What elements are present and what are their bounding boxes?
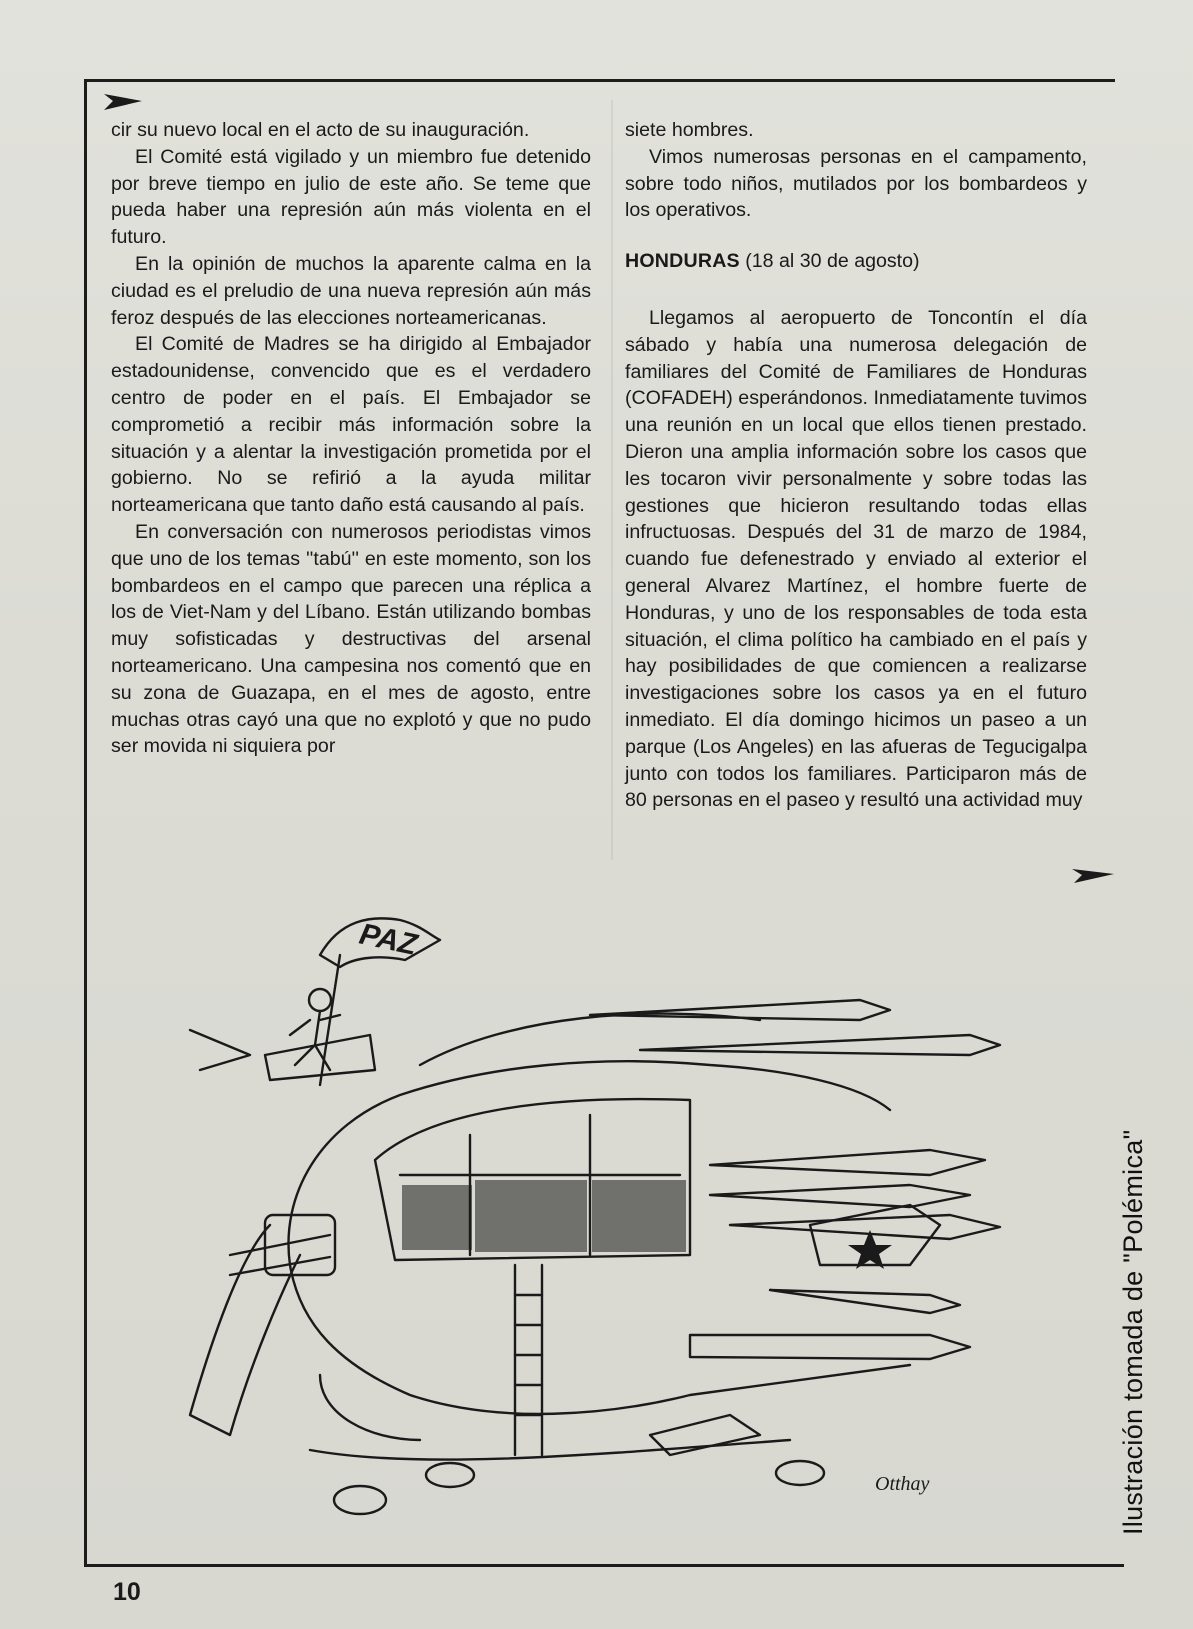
paragraph: El Comité está vigilado y un miembro fue detenido por breve tiempo en julio de este año. Se teme que pueda haber una represión aún más violenta en el futuro. <box>111 145 591 249</box>
artist-signature: Otthay <box>875 1473 930 1495</box>
frame-bottom-rule <box>84 1564 1124 1567</box>
column-divider <box>611 100 613 860</box>
paragraph: Llegamos al aeropuerto de Toncontín el día sábado y había una numerosa delegación de familiares del Comité de Familiares de Honduras (COFADEH) esperándonos. Inmediatamente tuvimos una reunión en un local que ellos tienen prestado. Dieron una amplia información sobre los casos que les tocaron vivir personalmente y sobre todas las gestiones que hicieron resultando todas ellas infructuosas. Después del 31 de marzo de 1984, cuando fue defenestrado y enviado al exterior el general Alvarez Martínez, el hombre fuerte de Honduras, y uno de los responsables de toda esta situación, el clima político ha cambiado en el país y hay posibilidades de que comiencen a realizarse investigaciones sobre los casos ya en el futuro inmediato. El día domingo hicimos un paseo a un parque (Los Angeles) en las afueras de Tegucigalpa junto con todos los familiares. Participaron más de 80 personas en el paseo y resultó una actividad muy <box>625 306 1087 812</box>
paragraph: siete hombres. <box>625 119 754 141</box>
paragraph: En conversación con numerosos periodistas vimos que uno de los temas ''tabú'' en este momento, son los bombardeos en el campo que parecen una réplica a los de Viet-Nam y del Líbano. Están utilizando bombas muy sofisticadas y destructivas del arsenal norteamericano. Una campesina nos comentó que en su zona de Guazapa, en el mes de agosto, entre muchas otras cayó una que no explotó y que no pudo ser movida ni siquiera por <box>111 520 591 758</box>
flag-text: PAZ <box>356 917 420 962</box>
page-number: 10 <box>113 1578 141 1606</box>
right-text-column <box>625 117 1087 814</box>
section-heading-dates: (18 al 30 de agosto) <box>739 250 920 273</box>
helicopter-illustration <box>170 895 1030 1535</box>
paragraph: cir su nuevo local en el acto de su inauguración. <box>111 119 530 141</box>
left-text-column <box>111 117 591 760</box>
continued-arrow-icon <box>104 94 142 110</box>
section-heading-country: HONDURAS <box>625 250 740 273</box>
paragraph: El Comité de Madres se ha dirigido al Embajador estadounidense, convencido que es el verdadero centro de poder en el país. El Embajador se comprometió a recibir más información sobre la situación y a alentar la investigación prometida por el gobierno. No se refirió a la ayuda militar norteamericana que tanto daño está causando al país. <box>111 333 591 517</box>
illustration-credit: Ilustración tomada de "Polémica" <box>1118 1129 1148 1535</box>
section-heading <box>625 248 1087 275</box>
frame-top-rule <box>86 79 1115 82</box>
paragraph: En la opinión de muchos la aparente calma en la ciudad es el preludio de una nueva represión aún más feroz después de las elecciones norteamericanas. <box>111 252 591 329</box>
continued-arrow-icon <box>1072 868 1114 884</box>
paragraph: Vimos numerosas personas en el campamento, sobre todo niños, mutilados por los bombardeos y los operativos. <box>625 145 1087 222</box>
frame-left-rule <box>84 79 87 1567</box>
